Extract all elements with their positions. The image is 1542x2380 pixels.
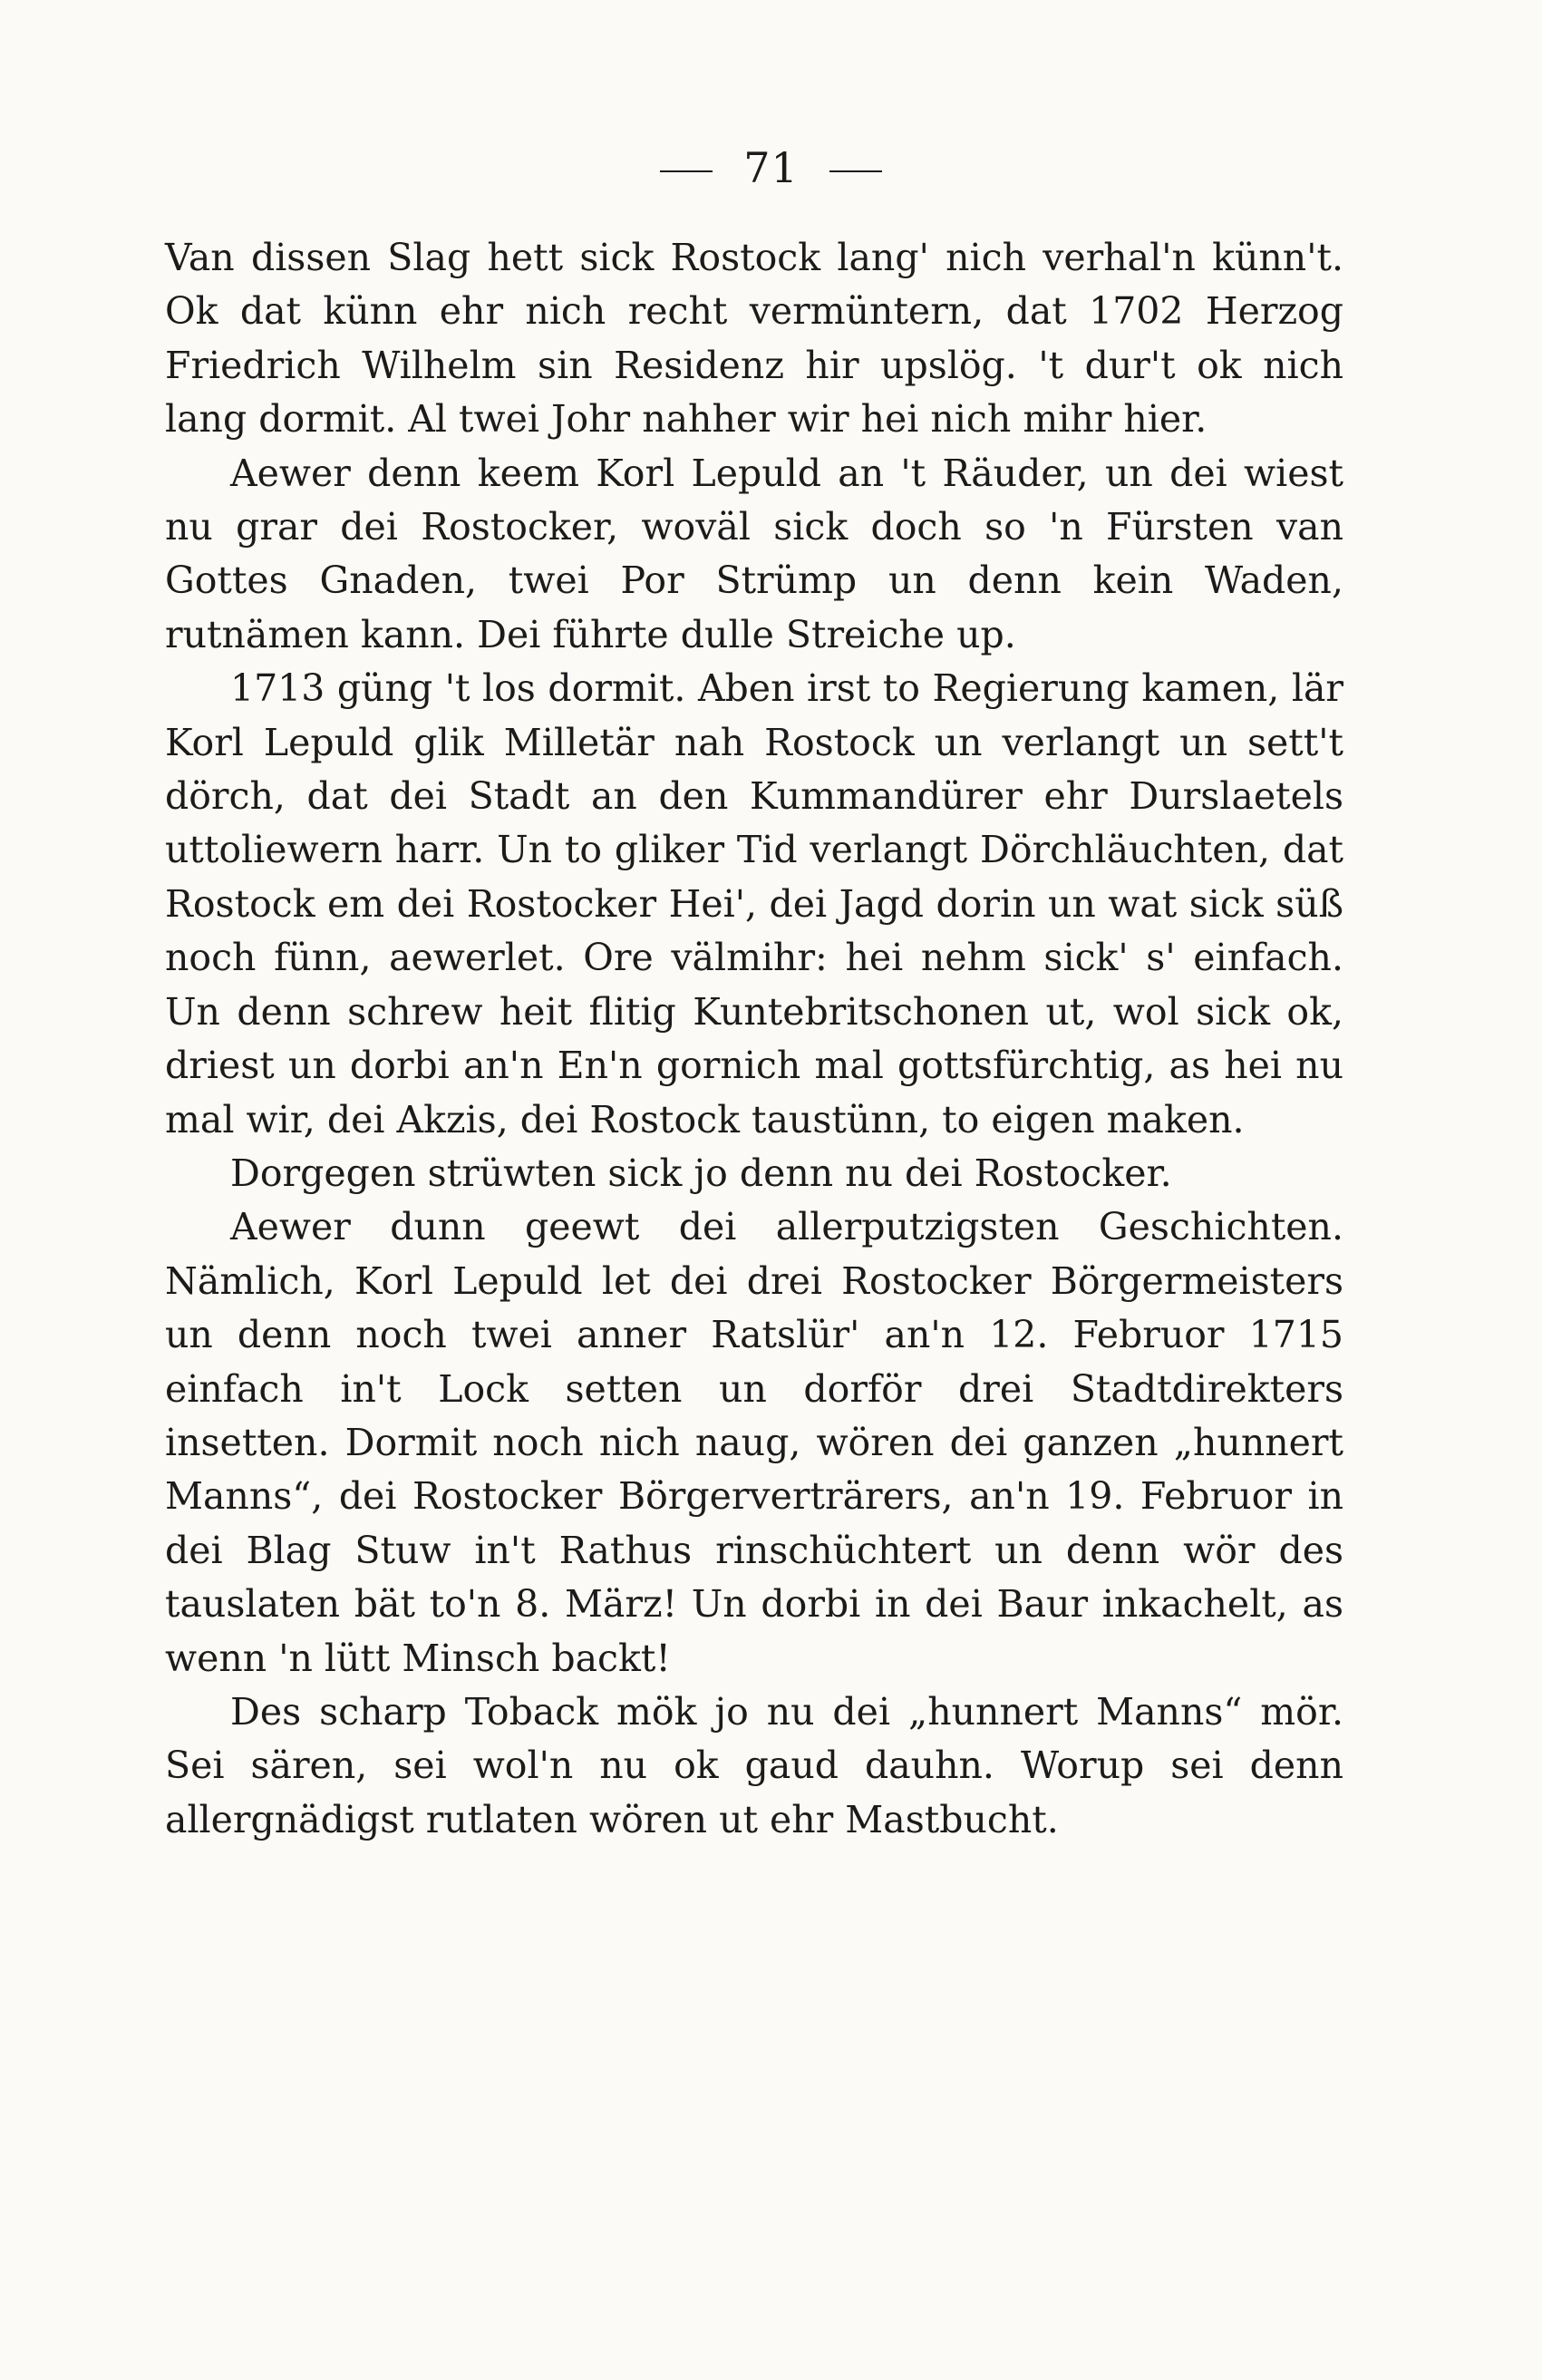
header-dash-left [660, 170, 713, 172]
paragraph: Van dissen Slag hett sick Rostock lang' nich verhal'n künn't. Ok dat künn ehr nich recht vermüntern, dat 1702 Herzog Friedrich Wilhelm sin Residenz hir upslög. 't dur't ok nich lang dormit. Al twei Johr nahher wir hei nich mihr hier. [165, 236, 1343, 442]
paragraph: Aewer dunn geewt dei allerputzigsten Geschichten. Nämlich, Korl Lepuld let dei drei Rostocker Börgermeisters un denn noch twei anner Ratslür' an'n 12. Februor 1715 einfach in't Lock setten un dorför drei Stadtdirekters insetten. Dormit noch nich naug, wören dei ganzen „hunnert Manns“, dei Rostocker Börgerverträrers, an'n 19. Februor in dei Blag Stuw in't Rathus rinschüchtert un denn wör des tauslaten bät to'n 8. März! Un dorbi in dei Baur inkachelt, as wenn 'n lütt Minsch backt! [165, 1205, 1343, 1680]
paragraph: Dorgegen strüwten sick jo denn nu dei Rostocker. [230, 1151, 1172, 1195]
paragraph: Aewer denn keem Korl Lepuld an 't Räuder, un dei wiest nu grar dei Rostocker, woväl sick doch so 'n Fürsten van Gottes Gnaden, twei Por Strümp un denn kein Waden, rutnämen kann. Dei führte dulle Streiche up. [165, 451, 1343, 656]
body-text [165, 231, 1343, 1847]
header-dash-right [829, 170, 882, 172]
paragraph: 1713 güng 't los dormit. Aben irst to Regierung kamen, lär Korl Lepuld glik Milletär nah Rostock un verlangt un sett't dörch, dat dei Stadt an den Kummandürer ehr Durslaetels uttoliewern harr. Un to gliker Tid verlangt Dörchläuchten, dat Rostock em dei Rostocker Hei', dei Jagd dorin un wat sick süß noch fünn, aewerlet. Ore välmihr: hei nehm sick' s' einfach. Un denn schrew heit flitig Kuntebritschonen ut, wol sick ok, driest un dorbi an'n En'n gornich mal gottsfürchtig, as hei nu mal wir, dei Akzis, dei Rostock taustünn, to eigen maken. [165, 666, 1343, 1141]
paragraph: Des scharp Toback mök jo nu dei „hunnert Manns“ mör. Sei sären, sei wol'n nu ok gaud dauhn. Worup sei denn allergnädigst rutlaten wören ut ehr Mastbucht. [165, 1689, 1343, 1841]
page-number: 71 [743, 143, 799, 192]
page-header [0, 143, 1542, 192]
